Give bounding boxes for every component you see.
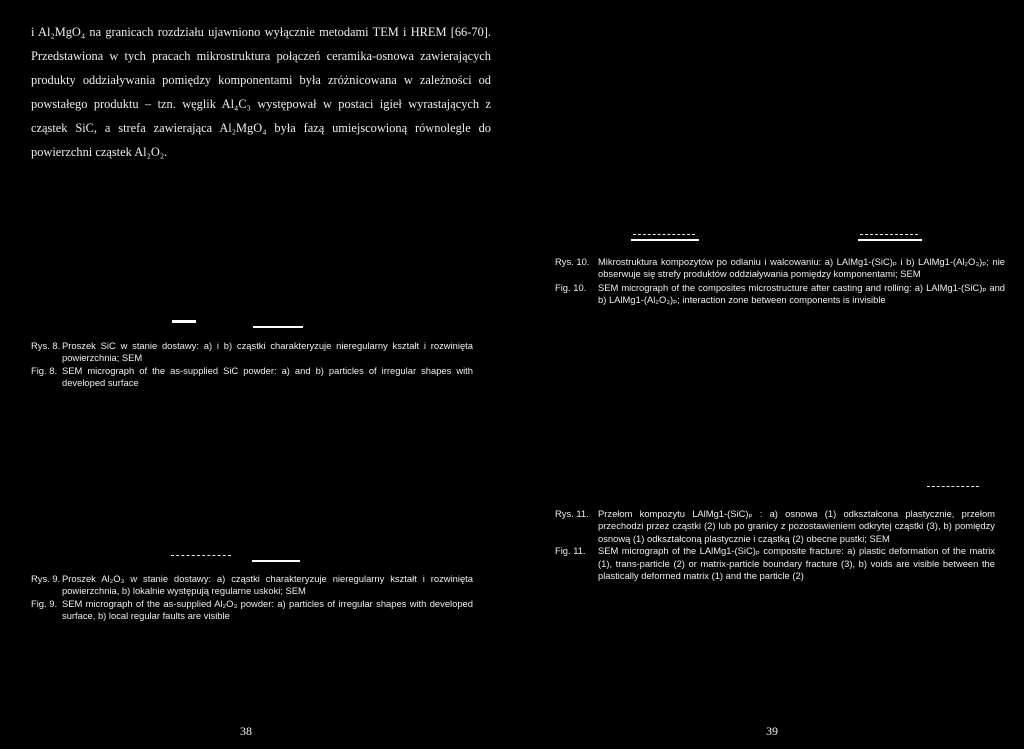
- scale-bar-10a: [631, 239, 699, 241]
- fig11-en-text: SEM micrograph of the LAlMg1-(SiC)ₚ composite fracture: a) plastic deformation of the matrix (1), trans-particle (2) or matrix-particle boundary fracture (3), b) voids are visible between the plastically deformed matrix (1) and the particle (2): [598, 545, 995, 582]
- page-number-left: 38: [240, 724, 252, 738]
- page-number-right: 39: [766, 724, 778, 738]
- fig10-pl-label: Rys. 10.: [555, 256, 590, 267]
- intro-text: i Al₂MgO₄ na granicach rozdziału ujawniono wyłącznie metodami TEM i HREM [66-70]. Przedstawiona w tych pracach mikrostruktura połączeń ceramika-osnowa zawierających produkty oddziaływania pomiędzy komponentami była zróżnicowana w zależności od powstałego produktu – tzn. węglik Al₄C₃ występował w postaci igieł wyrastających z cząstek SiC, a strefa zawierająca Al₂MgO₄ była fazą umiejscowioną równolegle do powierzchni cząstek Al₂O₂.: [31, 25, 491, 159]
- caption-fig11: [555, 508, 995, 582]
- caption-fig10: [555, 256, 1005, 307]
- fig8-pl-text: Proszek SiC w stanie dostawy: a) i b) cząstki charakteryzuje nieregularny kształt i rozwinięta powierzchnia; SEM: [62, 340, 473, 364]
- fig9-pl-text: Proszek Al₂O₃ w stanie dostawy: a) cząstki charakteryzuje nieregularny kształt i rozwinięta powierzchnia, b) lokalnie występują regularne uskoki; SEM: [62, 573, 473, 597]
- fig9-en-text: SEM micrograph of the as-supplied Al₂O₃ powder: a) particles of irregular shapes with developed surface, b) local regular faults are visible: [62, 597, 473, 622]
- fig11-en-label: Fig. 11.: [555, 545, 586, 557]
- scale-bar-11: [927, 486, 979, 487]
- scale-bar-10b: [858, 239, 922, 241]
- caption-fig9: [31, 573, 473, 623]
- caption-fig8: [31, 340, 473, 390]
- fig10-pl-text: Mikrostruktura kompozytów po odlaniu i walcowaniu: a) LAlMg1-(SiC)ₚ i b) LAlMg1-(Al₂O₃)ₚ; nie obserwuje się strefy produktów oddziaływania pomiędzy komponentami; SEM: [598, 256, 1005, 280]
- fig11-pl-text: Przełom kompozytu LAlMg1-(SiC)ₚ : a) osnowa (1) odkształcona plastycznie, przełom przechodzi przez cząstki (2) lub po granicy z pozostawieniem odkrytej cząstki (3), b) pomiędzy osnową (1) odkształconą plastycznie i cząstką (2) obecne pustki; SEM: [598, 508, 995, 544]
- fig11-pl-label: Rys. 11.: [555, 508, 589, 519]
- fig8-en-label: Fig. 8.: [31, 364, 58, 376]
- fig10-en-label: Fig. 10.: [555, 281, 587, 293]
- scale-bar-10a-label: [633, 234, 695, 235]
- scale-bar-10b-label: [860, 234, 918, 235]
- scale-bar-8a: [172, 320, 196, 323]
- intro-paragraph: [31, 20, 491, 164]
- fig9-pl-label: Rys. 9.: [31, 573, 61, 584]
- fig8-pl-label: Rys. 8.: [31, 340, 61, 351]
- scale-bar-8b: [253, 326, 303, 328]
- fig10-en-text: SEM micrograph of the composites microstructure after casting and rolling: a) LAlMg1-(SiC)ₚ and b) LAlMg1-(Al₂O₃)ₚ; interaction zone between components is invisible: [598, 281, 1005, 306]
- scale-bar-9b: [252, 560, 300, 562]
- fig9-en-label: Fig. 9.: [31, 597, 58, 609]
- fig8-en-text: SEM micrograph of the as-supplied SiC powder: a) and b) particles of irregular shapes with developed surface: [62, 364, 473, 389]
- scale-bar-9a: [171, 555, 231, 556]
